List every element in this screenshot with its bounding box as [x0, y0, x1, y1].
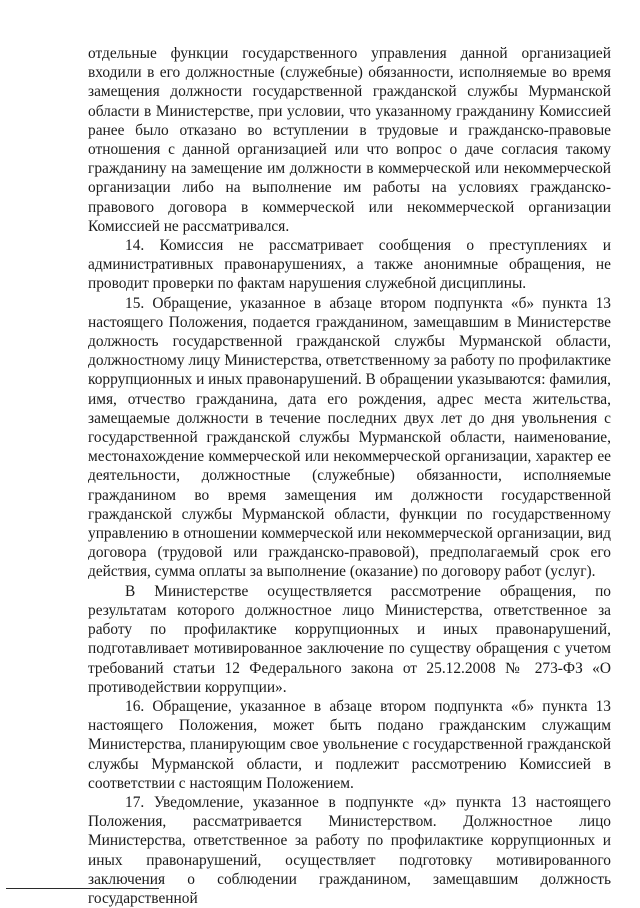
document-page [88, 44, 611, 908]
paragraph-15-conclusion: В Министерстве осуществляется рассмотрение обращения, по результатам которого должностное лицо Министерства, ответственное за работу по профилактике коррупционных и иных правонарушений, подготавливает мотивированное заключение по существу обращения с учетом требований статьи 12 Федерального закона от 25.12.2008 № 273-ФЗ «О противодействии коррупции». [88, 582, 611, 696]
paragraph-17: 17. Уведомление, указанное в подпункте «д» пункта 13 настоящего Положения, рассматривается Министерством. Должностное лицо Министерства, ответственное за работу по профилактике коррупционных и иных правонарушений, осуществляет подготовку мотивированного заключения о соблюдении гражданином, замещавшим должность государственной [88, 793, 611, 907]
paragraph-continuation: отдельные функции государственного управления данной организацией входили в его должностные (служебные) обязанности, исполняемые во время замещения должности государственной гражданской службы Мурманской области в Министерстве, при условии, что указанному гражданину Комиссией ранее было отказано во вступлении в трудовые и гражданско-правовые отношения с данной организацией или что вопрос о даче согласия такому гражданину на замещение им должности в коммерческой или некоммерческой организации либо на выполнение им работы на условиях гражданско-правового договора в коммерческой или некоммерческой организации Комиссией не рассматривался. [88, 45, 611, 235]
paragraph-14: 14. Комиссия не рассматривает сообщения о преступлениях и административных правонарушениях, а также анонимные обращения, не проводит проверки по фактам нарушения служебной дисциплины. [88, 237, 611, 293]
paragraph-15: 15. Обращение, указанное в абзаце втором подпункта «б» пункта 13 настоящего Положения, подается гражданином, замещавшим в Министерстве должность государственной гражданской службы Мурманской области, должностному лицу Министерства, ответственному за работу по профилактике коррупционных и иных правонарушений. В обращении указываются: фамилия, имя, отчество гражданина, дата его рождения, адрес места жительства, замещаемые должности в течение последних двух лет до дня увольнения с государственной гражданской службы Мурманской области, наименование, местонахождение коммерческой или некоммерческой организации, характер ее деятельности, должностные (служебные) обязанности, исполняемые гражданином во время замещения им должности государственной гражданской службы Мурманской области, функции по государственному управлению в отношении коммерческой или некоммерческой организации, вид договора (трудовой или гражданско-правовой), предполагаемый срок его действия, сумма оплаты за выполнение (оказание) по договору работ (услуг). [88, 294, 611, 581]
paragraph-16: 16. Обращение, указанное в абзаце втором подпункта «б» пункта 13 настоящего Положения, может быть подано гражданским служащим Министерства, планирующим свое увольнение с государственной гражданской службы Мурманской области, и подлежит рассмотрению Комиссией в соответствии с настоящим Положением. [88, 697, 611, 792]
footnote-separator-line [6, 888, 159, 889]
